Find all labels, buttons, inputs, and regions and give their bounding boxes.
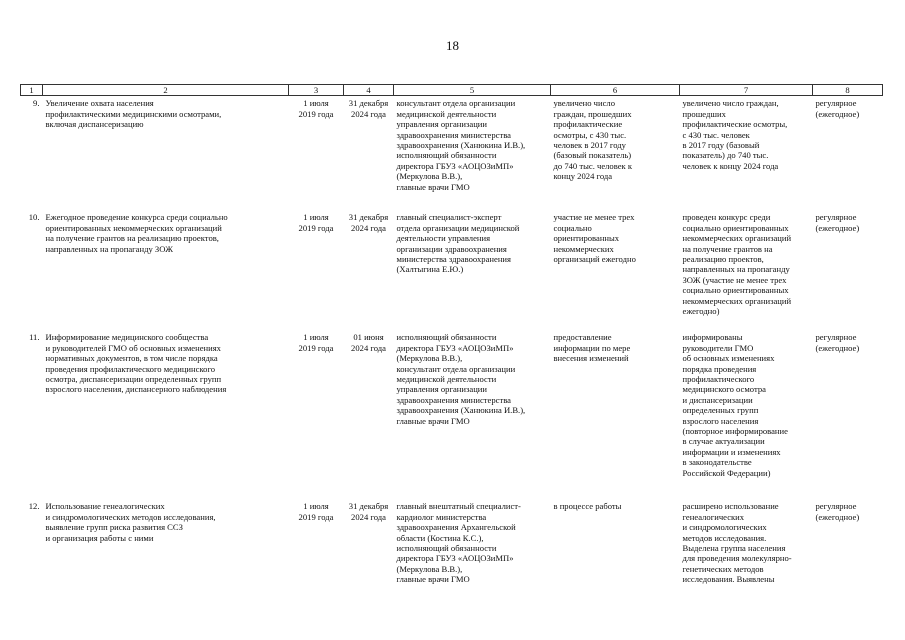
page-number: 18	[446, 38, 459, 53]
column-number: 1	[21, 85, 43, 96]
column-number: 4	[344, 85, 394, 96]
start-date: 1 июля 2019 года	[298, 98, 334, 119]
result: расширено использование генеалогических и синдромологических методов исследования. Выделена группа населения для проведения молекулярно- генетических методов исследования. Выявлены	[682, 501, 792, 585]
frequency: регулярное (ежегодное)	[815, 98, 860, 119]
table-row	[21, 330, 883, 499]
frequency: регулярное (ежегодное)	[815, 212, 860, 233]
column-number-row	[21, 85, 883, 96]
row-number: 12.	[28, 501, 40, 512]
end-date: 31 декабря 2024 года	[348, 98, 389, 119]
column-number: 6	[551, 85, 680, 96]
column-number: 5	[394, 85, 551, 96]
indicator: в процессе работы	[553, 501, 622, 512]
table-row	[21, 499, 883, 611]
responsible: консультант отдела организации медицинской деятельности управления организации здравоохранения министерства здравоохранения (Ханюкина И.В.), исполняющий обязанности директора ГБУЗ «АОЦОЗиМП» (Меркулова В.В.), главные врачи ГМО	[396, 98, 526, 192]
end-date: 31 декабря 2024 года	[348, 212, 389, 233]
column-number: 7	[680, 85, 813, 96]
column-number: 3	[289, 85, 344, 96]
result: проведен конкурс среди социально ориентированных некоммерческих организаций на получение грантов на реализацию проектов, направленных на пропаганду ЗОЖ (участие не менее трех социально ориентированных некоммерческих организаций ежегодно)	[682, 212, 792, 317]
table-row	[21, 96, 883, 211]
measure-name: Информирование медицинского сообщества и руководителей ГМО об основных изменениях нормативных документов, в том числе порядка проведения профилактического медицинского осмотра, диспансеризации определенных групп взрослого населения, диспансерного наблюдения	[45, 332, 227, 395]
column-number: 2	[43, 85, 289, 96]
result: увеличено число граждан, прошедших профилактические осмотры, с 430 тыс. человек в 2017 году (базовый показатель) до 740 тыс. человек к концу 2024 года	[682, 98, 788, 171]
result: информированы руководители ГМО об основных изменениях порядка проведения профилактического медицинского осмотра и диспансеризации определенных групп взрослого населения (повторное информирование в случае актуализации информации и изменениях в законодательстве Российской Федерации)	[682, 332, 788, 478]
responsible: главный специалист-эксперт отдела организации медицинской деятельности управления организации здравоохранения министерства здравоохранения (Халтыгина Е.Ю.)	[396, 212, 520, 275]
indicator: увеличено число граждан, прошедших профилактические осмотры, с 430 тыс. человек в 2017 году (базовый показатель) до 740 тыс. человек к концу 2024 года	[553, 98, 633, 182]
column-number: 8	[813, 85, 883, 96]
responsible: исполняющий обязанности директора ГБУЗ «АОЦОЗиМП» (Меркулова В.В.), консультант отдела организации медицинской деятельности управления организации здравоохранения министерства здравоохранения (Ханюкина И.В.), главные врачи ГМО	[396, 332, 526, 426]
indicator: предоставление информации по мере внесения изменений	[553, 332, 631, 364]
frequency: регулярное (ежегодное)	[815, 501, 860, 522]
row-number: 11.	[29, 332, 40, 343]
measures-table	[20, 84, 883, 611]
start-date: 1 июля 2019 года	[298, 501, 334, 522]
row-number: 9.	[33, 98, 40, 109]
measure-name: Использование генеалогических и синдромологических методов исследования, выявление групп риска развития ССЗ и организация работы с ними	[45, 501, 216, 543]
table-row	[21, 210, 883, 330]
row-number: 10.	[28, 212, 40, 223]
measure-name: Ежегодное проведение конкурса среди социально ориентированных некоммерческих организаций на получение грантов на реализацию проектов, направленных на пропаганду ЗОЖ	[45, 212, 228, 254]
responsible: главный внештатный специалист- кардиолог министерства здравоохранения Архангельской области (Костина К.С.), исполняющий обязанности директора ГБУЗ «АОЦОЗиМП» (Меркулова В.В.), главные врачи ГМО	[396, 501, 521, 585]
start-date: 1 июля 2019 года	[298, 212, 334, 233]
end-date: 31 декабря 2024 года	[348, 501, 389, 522]
indicator: участие не менее трех социально ориентированных некоммерческих организаций ежегодно	[553, 212, 636, 265]
frequency: регулярное (ежегодное)	[815, 332, 860, 353]
measure-name: Увеличение охвата населения профилактическими медицинскими осмотрами, включая диспансеризацию	[45, 98, 222, 130]
start-date: 1 июля 2019 года	[298, 332, 334, 353]
end-date: 01 июня 2024 года	[351, 332, 386, 353]
